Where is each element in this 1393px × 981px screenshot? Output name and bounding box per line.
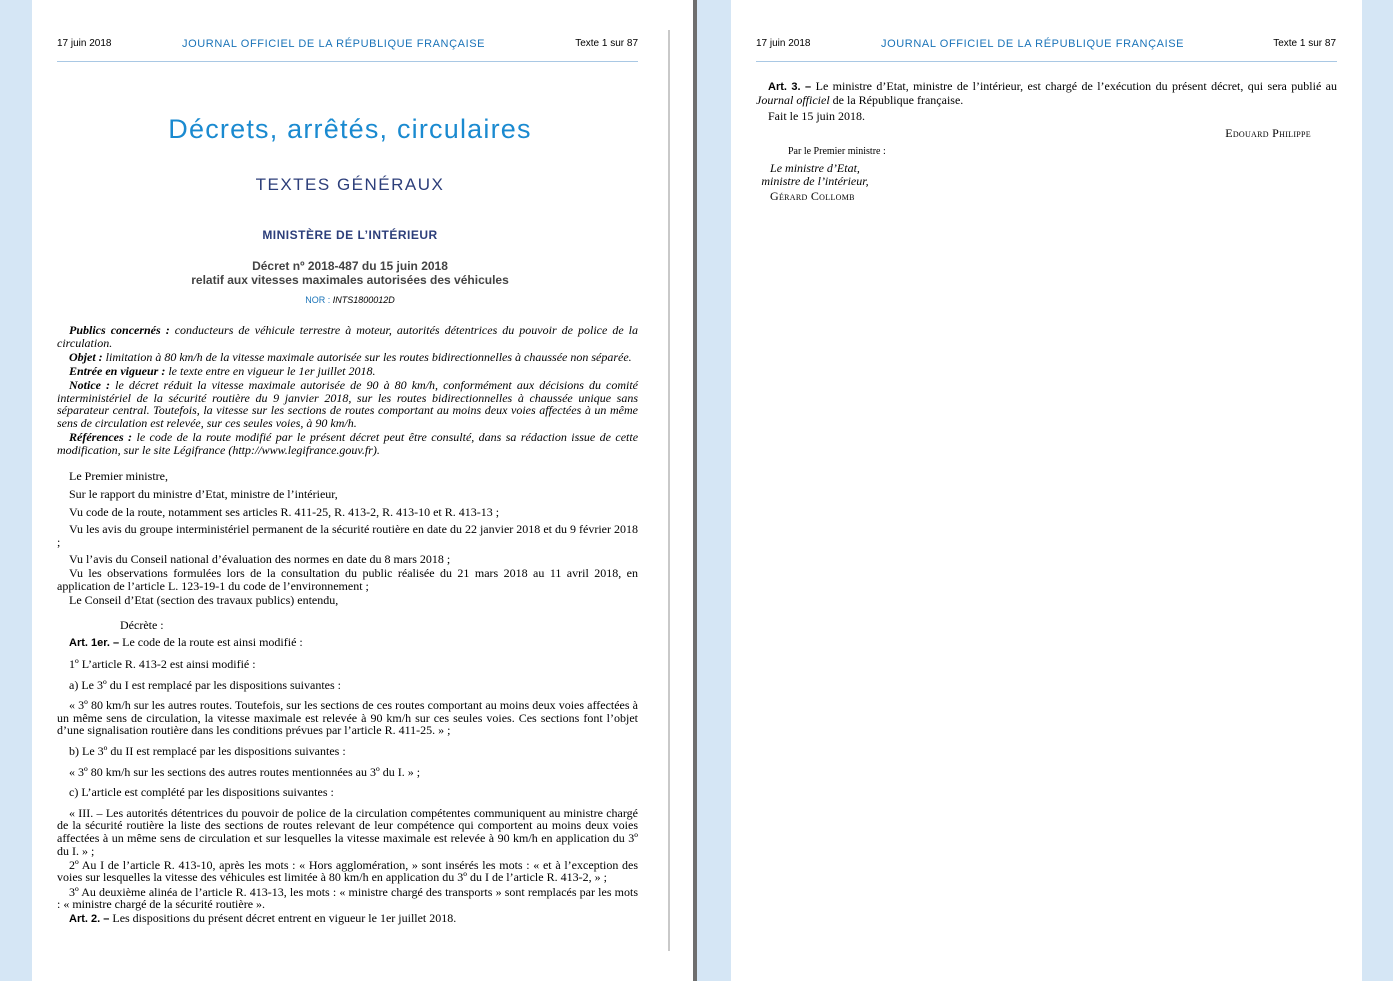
nor-label: NOR : xyxy=(305,295,331,305)
header-rule xyxy=(57,61,638,62)
countersign-label: Par le Premier ministre : xyxy=(788,146,886,157)
visa-item: Vu les observations formulées lors de la consultation du public réalisée du 21 mars 2018 au 11 avril 2018, en application de l’article L. 123-19-1 du code de l’environnement ; xyxy=(57,566,638,594)
article-1-item: 1º L’article R. 413-2 est ainsi modifié : xyxy=(69,657,256,672)
header-date: 17 juin 2018 xyxy=(756,38,811,49)
margin-mid-strip xyxy=(697,0,731,981)
summary-item: Publics concernés : conducteurs de véhicule terrestre à moteur, autorités détentrices du pouvoir de police de la circulation. xyxy=(57,323,639,350)
decrete-line: Décrète : xyxy=(120,617,164,632)
header-journal: JOURNAL OFFICIEL DE LA RÉPUBLIQUE FRANÇAISE xyxy=(182,38,486,50)
article-3: Art. 3. – Le ministre d’Etat, ministre de l’intérieur, est chargé de l’exécution du présent décret, qui sera publié au Journal officiel de la République française. xyxy=(756,79,1338,107)
decree-title-line2: relatif aux vitesses maximales autorisées des véhicules xyxy=(191,273,509,287)
visa-item: Le Conseil d’Etat (section des travaux publics) entendu, xyxy=(69,593,339,608)
ministry-heading: MINISTÈRE DE L’INTÉRIEUR xyxy=(262,228,438,242)
article-1: Art. 1er. – Le code de la route est ainsi modifié : xyxy=(69,635,303,650)
header-date: 17 juin 2018 xyxy=(57,38,112,49)
minister-title-line2: ministre de l’intérieur, xyxy=(761,174,869,188)
summary-item: Objet : limitation à 80 km/h de la vitesse maximale autorisée sur les routes bidirectionnelles à chaussée non séparée. xyxy=(69,349,632,364)
header-page-count: Texte 1 sur 87 xyxy=(575,38,638,49)
visa-item: Vu les avis du groupe interministériel permanent de la sécurité routière en date du 22 janvier 2018 et du 9 février 2018 ; xyxy=(57,522,638,549)
decree-body-continued xyxy=(756,80,1337,126)
article-1-item: « 3º 80 km/h sur les autres routes. Toutefois, sur les sections de ces routes comportant au moins deux voies affectées à un même sens de circulation, la vitesse maximale est relevée à 90 km/h sur ces seules voies. Ces sections font l’objet d’une signalisation routière dans les conditions prévues par l’article R. 411-25. » ; xyxy=(57,698,638,738)
margin-right-strip xyxy=(1362,0,1393,981)
article-1-item: a) Le 3º du I est remplacé par les dispositions suivantes : xyxy=(69,677,341,692)
header-page-count: Texte 1 sur 87 xyxy=(1273,38,1336,49)
article-2: Art. 2. – Les dispositions du présent décret entrent en vigueur le 1er juillet 2018. xyxy=(69,911,457,926)
article-1-item: 2º Au I de l’article R. 413-10, après les mots : « Hors agglomération, » sont insérés les mots : « et à l’exception des voies sur lesquelles la vitesse des véhicules est limitée à 80 km/h en application du 3º du I de l’article R. 413-2, » ; xyxy=(57,857,638,885)
signature-date: Fait le 15 juin 2018. xyxy=(768,109,865,123)
decree-title-line1: Décret nº 2018-487 du 15 juin 2018 xyxy=(252,259,448,273)
header-rule xyxy=(756,61,1337,62)
decree-body xyxy=(57,324,638,928)
summary-item: Notice : le décret réduit la vitesse maximale autorisée de 90 à 80 km/h, conformément aux décisions du comité interministériel de la sécurité routière du 9 janvier 2018, sur les routes bidirectionnelles à chaussée unique sans séparateur central. Toutefois, la vitesse sur les sections de routes comportant au moins deux voies affectées à un même sens de circulation est relevée, sur ces seules voies, à 90 km/h. xyxy=(57,378,639,430)
summary-item: Entrée en vigueur : le texte entre en vigueur le 1er juillet 2018. xyxy=(69,363,376,378)
minister-title xyxy=(755,162,875,188)
section-title: Décrets, arrêtés, circulaires xyxy=(168,114,532,144)
nor-value: INTS1800012D xyxy=(332,295,395,305)
page-shadow xyxy=(668,30,670,951)
minister-name: Gérard Collomb xyxy=(770,189,855,203)
article-1-item: 3º Au deuxième alinéa de l’article R. 413-13, les mots : « ministre chargé des transports » sont remplacés par les mots : « ministre chargé de la sécurité routière ». xyxy=(57,884,638,912)
visa-item: Vu l’avis du Conseil national d’évaluation des normes en date du 8 mars 2018 ; xyxy=(69,552,451,567)
article-1-item: « III. – Les autorités détentrices du pouvoir de police de la circulation compétentes communiquent au ministre chargé de la sécurité routière la liste des sections de routes relevant de leur compétence qui comportent au moins deux voies affectées à un même sens de circulation et sur lesquelles la vitesse maximale est relevée à 90 km/h en application du 3º du I. » ; xyxy=(57,805,638,858)
header-journal: JOURNAL OFFICIEL DE LA RÉPUBLIQUE FRANÇAISE xyxy=(881,38,1185,50)
decree-title xyxy=(32,259,668,287)
summary-item: Références : le code de la route modifié par le présent décret peut être consulté, dans sa rédaction issue de cette modification, sur le site Légifrance (http://www.legifrance.gouv.fr). xyxy=(57,430,639,457)
visa-item: Vu code de la route, notamment ses articles R. 411-25, R. 413-2, R. 413-10 et R. 413-13 ; xyxy=(69,504,500,519)
minister-title-line1: Le ministre d’Etat, xyxy=(770,161,860,175)
visa-item: Sur le rapport du ministre d’Etat, ministre de l’intérieur, xyxy=(69,486,338,501)
section-subtitle: TEXTES GÉNÉRAUX xyxy=(255,175,445,194)
article-1-item: b) Le 3º du II est remplacé par les dispositions suivantes : xyxy=(69,744,346,758)
article-1-item: c) L’article est complété par les dispositions suivantes : xyxy=(69,785,334,800)
nor-reference xyxy=(32,295,668,305)
article-1-item: « 3º 80 km/h sur les sections des autres routes mentionnées au 3º du I. » ; xyxy=(69,764,421,779)
signer-name: Edouard Philippe xyxy=(1225,126,1311,140)
margin-left-strip xyxy=(0,0,32,981)
visa-item: Le Premier ministre, xyxy=(69,469,168,484)
